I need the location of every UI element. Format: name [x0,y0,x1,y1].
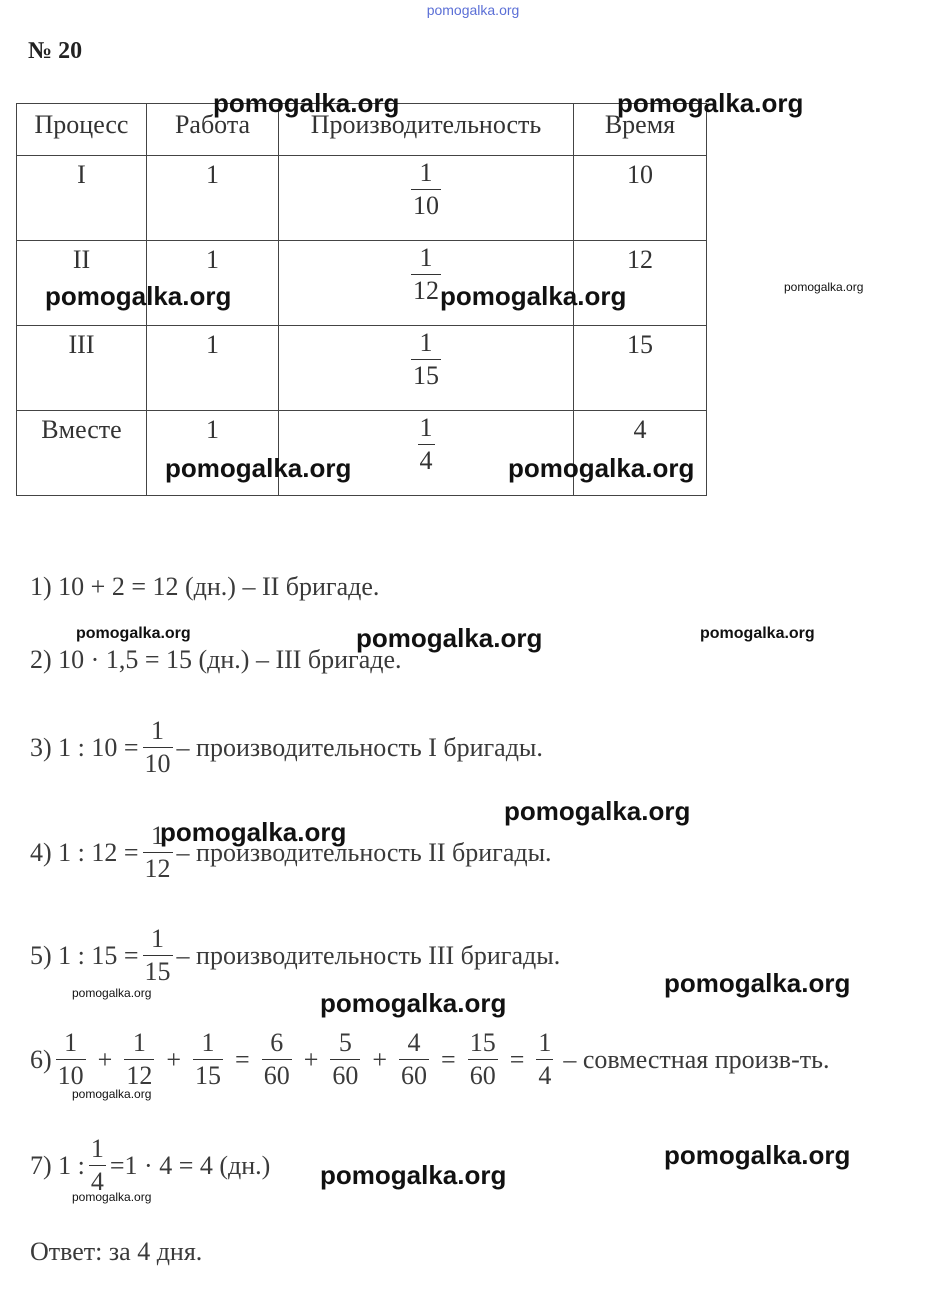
cell-time: 12 [574,241,707,326]
cell-process: Вместе [17,411,147,496]
numerator: 1 [538,1028,552,1057]
denominator: 12 [413,276,439,305]
watermark: pomogalka.org [76,625,191,642]
watermark: pomogalka.org [784,280,864,294]
watermark: pomogalka.org [72,986,152,1000]
plus-sign: + [166,1044,182,1074]
denominator: 10 [144,749,171,778]
watermark: pomogalka.org [72,1087,152,1101]
watermark: pomogalka.org [440,281,627,311]
step-7 [30,1136,270,1195]
step-prefix: 7) 1 : [30,1150,85,1180]
fraction [262,1030,292,1089]
fraction [418,415,435,474]
cell-time: 4 [574,411,707,496]
cell-process: I [17,156,147,241]
step-prefix: 6) [30,1044,52,1074]
numerator: 4 [407,1028,421,1057]
denominator: 4 [90,1167,104,1196]
step-suffix: =1 · 4 = 4 (дн.) [109,1150,271,1180]
watermark: pomogalka.org [320,988,507,1018]
fraction [143,926,173,985]
watermark: pomogalka.org [356,623,543,653]
plus-sign: + [97,1044,113,1074]
numerator: 1 [151,821,165,850]
fraction [89,1136,106,1195]
watermark: pomogalka.org [664,968,851,998]
fraction [411,160,441,219]
numerator: 1 [151,716,165,745]
fraction [330,1030,360,1089]
cell-time: 15 [574,326,707,411]
denominator: 15 [195,1061,222,1090]
equals-sign: = [441,1044,456,1074]
site-watermark-top: pomogalka.org [426,2,520,18]
numerator: 1 [419,328,433,357]
denominator: 15 [144,957,171,986]
cell-process: III [17,326,147,411]
cell-time: 10 [574,156,707,241]
step-suffix: – производительность I бригады. [176,732,543,762]
numerator: 1 [419,243,433,272]
fraction [124,1030,154,1089]
numerator: 1 [419,413,433,442]
watermark: pomogalka.org [508,453,695,483]
step-3 [30,718,543,777]
step-suffix: – производительность II бригады. [176,837,552,867]
watermark: pomogalka.org [165,453,352,483]
denominator: 60 [469,1061,496,1090]
step-prefix: 5) 1 : 15 = [30,940,139,970]
denominator: 12 [126,1061,153,1090]
table-row [17,326,707,411]
denominator: 60 [332,1061,359,1090]
fraction [411,330,441,389]
step-2: 2) 10 · 1,5 = 15 (дн.) – III бригаде. [30,645,402,674]
plus-sign: + [303,1044,319,1074]
step-prefix: 3) 1 : 10 = [30,732,139,762]
cell-work: 1 [147,326,279,411]
header-work: Работа [147,104,279,156]
header-productivity: Производительность [279,104,574,156]
numerator: 5 [338,1028,352,1057]
step-1: 1) 10 + 2 = 12 (дн.) – II бригаде. [30,572,380,601]
denominator: 10 [413,191,439,220]
fraction [399,1030,429,1089]
numerator: 1 [64,1028,78,1057]
watermark: pomogalka.org [45,281,232,311]
watermark: pomogalka.org [700,625,815,642]
numerator: 1 [151,924,165,953]
numerator: 1 [419,158,433,187]
table-row [17,156,707,241]
watermark: pomogalka.org [213,88,400,118]
numerator: 1 [90,1134,104,1163]
watermark: pomogalka.org [320,1160,507,1190]
fraction [468,1030,498,1089]
denominator: 12 [144,854,171,883]
numerator: 15 [469,1028,496,1057]
step-suffix: – производительность III бригады. [176,940,561,970]
denominator: 15 [413,361,439,390]
answer: Ответ: за 4 дня. [30,1237,203,1266]
cell-productivity [279,156,574,241]
cell-work: 1 [147,156,279,241]
fraction [193,1030,223,1089]
watermark: pomogalka.org [504,796,691,826]
watermark: pomogalka.org [664,1140,851,1170]
cell-work: 1 [147,241,279,326]
step-suffix: – совместная произв-ть. [563,1044,830,1074]
fraction [536,1030,553,1089]
denominator: 10 [57,1061,84,1090]
numerator: 1 [132,1028,146,1057]
equals-sign: = [235,1044,250,1074]
cell-process: II [17,241,147,326]
cell-productivity [279,326,574,411]
plus-sign: + [372,1044,388,1074]
header-process: Процесс [17,104,147,156]
fraction [56,1030,86,1089]
numerator: 6 [270,1028,284,1057]
step-prefix: 4) 1 : 12 = [30,837,139,867]
equals-sign: = [509,1044,525,1074]
watermark: pomogalka.org [617,88,804,118]
denominator: 60 [401,1061,428,1090]
numerator: 1 [201,1028,215,1057]
header-time: Время [574,104,707,156]
fraction [143,718,173,777]
step-6 [30,1030,829,1089]
fraction [411,245,441,304]
denominator: 4 [419,446,433,475]
cell-work: 1 [147,411,279,496]
watermark: pomogalka.org [72,1190,152,1204]
denominator: 4 [538,1061,552,1090]
watermark: pomogalka.org [160,817,347,847]
problem-number: № 20 [28,38,83,64]
denominator: 60 [263,1061,290,1090]
step-5 [30,926,560,985]
